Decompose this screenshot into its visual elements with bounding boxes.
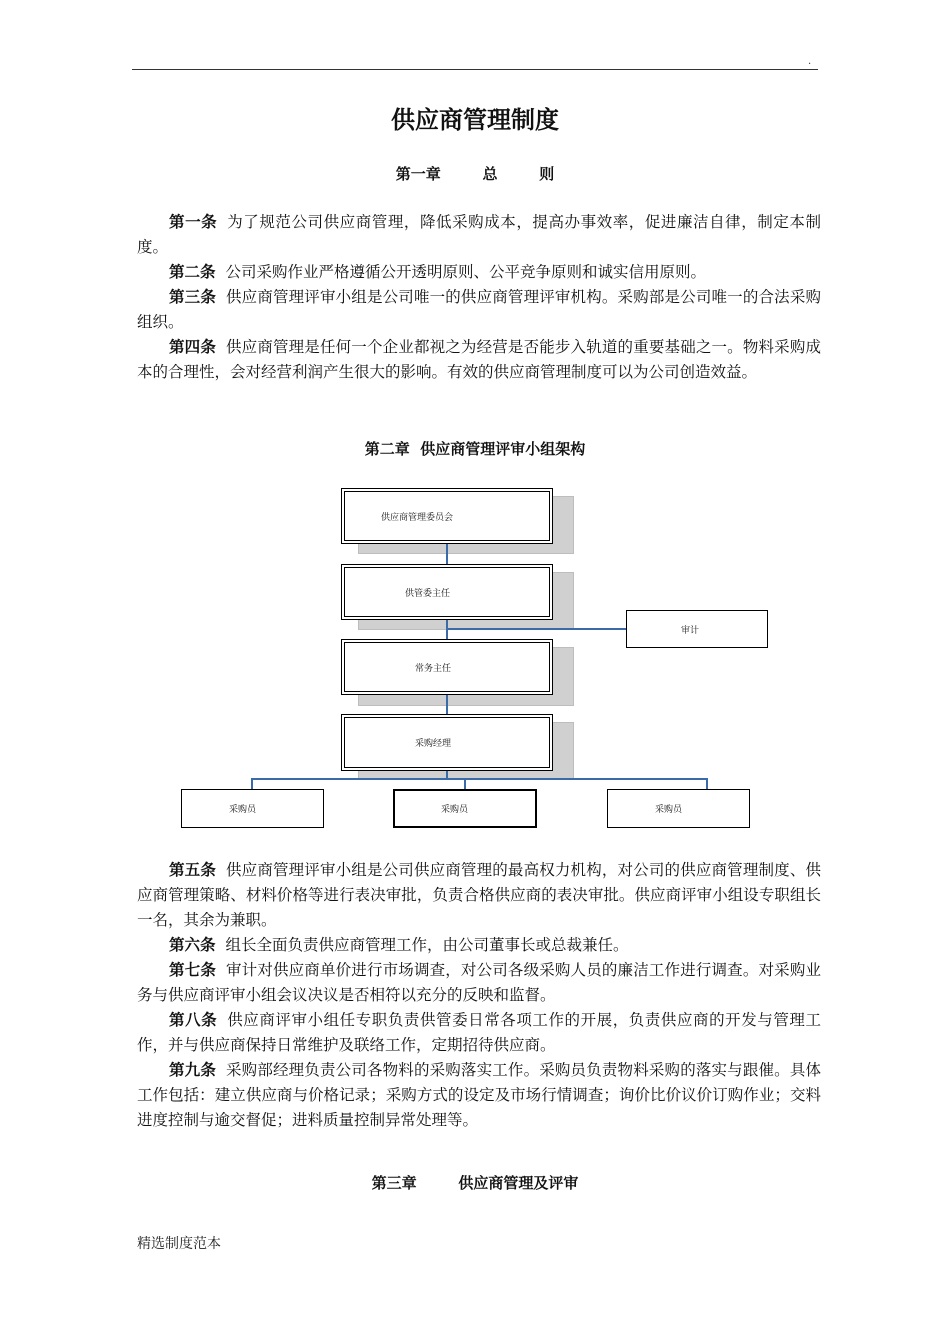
header-mark: . [808,56,812,67]
org-node-buyer-left [181,789,324,828]
article-text: 公司采购作业严格遵循公开透明原则、公平竞争原则和诚实信用原则。 [225,263,707,281]
article-label: 第六条 [169,936,216,954]
article-label: 第一条 [169,213,218,231]
org-node-manager [341,714,553,771]
document-title: 供应商管理制度 [391,106,559,134]
chapter-1-body [137,210,821,385]
article-label: 第五条 [169,861,216,879]
connector-line [446,543,448,565]
org-node-director [341,564,553,620]
article-3 [137,285,821,335]
org-node-buyer-right [607,789,750,828]
chapter-2-body [137,858,821,1133]
article-text: 供应商管理评审小组是公司唯一的供应商管理评审机构。采购部是公司唯一的合法采购组织。 [137,288,821,331]
org-node-label: 供应商管理委员会 [381,512,454,523]
header-rule [132,69,818,70]
article-text: 采购部经理负责公司各物料的采购落实工作。采购员负责物料采购的落实与跟催。具体工作包括：建立供应商与价格记录；采购方式的设定及市场行情调查；询价比价议价订购作业；交料进度控制与逾交督促；进料质量控制异常处理等。 [137,1061,821,1129]
org-node-label: 采购员 [441,805,469,815]
org-node-label: 供管委主任 [405,588,451,599]
article-text: 审计对供应商单价进行市场调查，对公司各级采购人员的廉洁工作进行调查。对采购业务与供应商评审小组会议决议是否相符以充分的反映和监督。 [137,961,821,1004]
org-node-committee [341,488,553,544]
chapter-3-heading: 第三章 供应商管理及评审 [371,1174,579,1192]
article-text: 组长全面负责供应商管理工作，由公司董事长或总裁兼任。 [225,936,629,954]
connector-line [446,694,448,715]
connector-line [251,778,708,780]
org-node-label: 审计 [681,625,700,636]
article-label: 第三条 [169,288,216,306]
org-node-label: 采购员 [229,805,257,815]
org-node-audit [626,610,768,648]
article-4 [137,335,821,385]
article-6 [137,933,821,958]
article-label: 第八条 [169,1011,218,1029]
org-node-buyer-center [393,789,537,828]
article-text: 为了规范公司供应商管理，降低采购成本，提高办事效率，促进廉洁自律，制定本制度。 [137,213,821,256]
article-label: 第二条 [169,263,216,281]
org-node-label: 采购经理 [415,739,452,749]
article-5 [137,858,821,933]
article-label: 第九条 [169,1061,216,1079]
connector-line [446,628,627,630]
article-7 [137,958,821,1008]
chapter-2-heading: 第二章 供应商管理评审小组架构 [364,440,586,458]
article-text: 供应商管理评审小组是公司供应商管理的最高权力机构，对公司的供应商管理制度、供应商管理策略、材料价格等进行表决审批，负责合格供应商的表决审批。供应商评审小组设专职组长一名，其余为兼职。 [137,861,821,929]
org-node-executive [341,639,553,695]
article-9 [137,1058,821,1133]
article-1 [137,210,821,260]
article-text: 供应商评审小组任专职负责供管委日常各项工作的开展，负责供应商的开发与管理工作，并与供应商保持日常维护及联络工作，定期招待供应商。 [137,1011,821,1054]
org-node-label: 采购员 [655,805,683,815]
article-label: 第七条 [169,961,216,979]
article-2 [137,260,821,285]
footer-label: 精选制度范本 [137,1236,221,1252]
article-text: 供应商管理是任何一个企业都视之为经营是否能步入轨道的重要基础之一。物料采购成本的合理性，会对经营利润产生很大的影响。有效的供应商管理制度可以为公司创造效益。 [137,338,821,381]
article-label: 第四条 [169,338,216,356]
chapter-1-heading: 第一章 总 则 [395,165,555,183]
article-8 [137,1008,821,1058]
org-node-label: 常务主任 [415,663,452,674]
